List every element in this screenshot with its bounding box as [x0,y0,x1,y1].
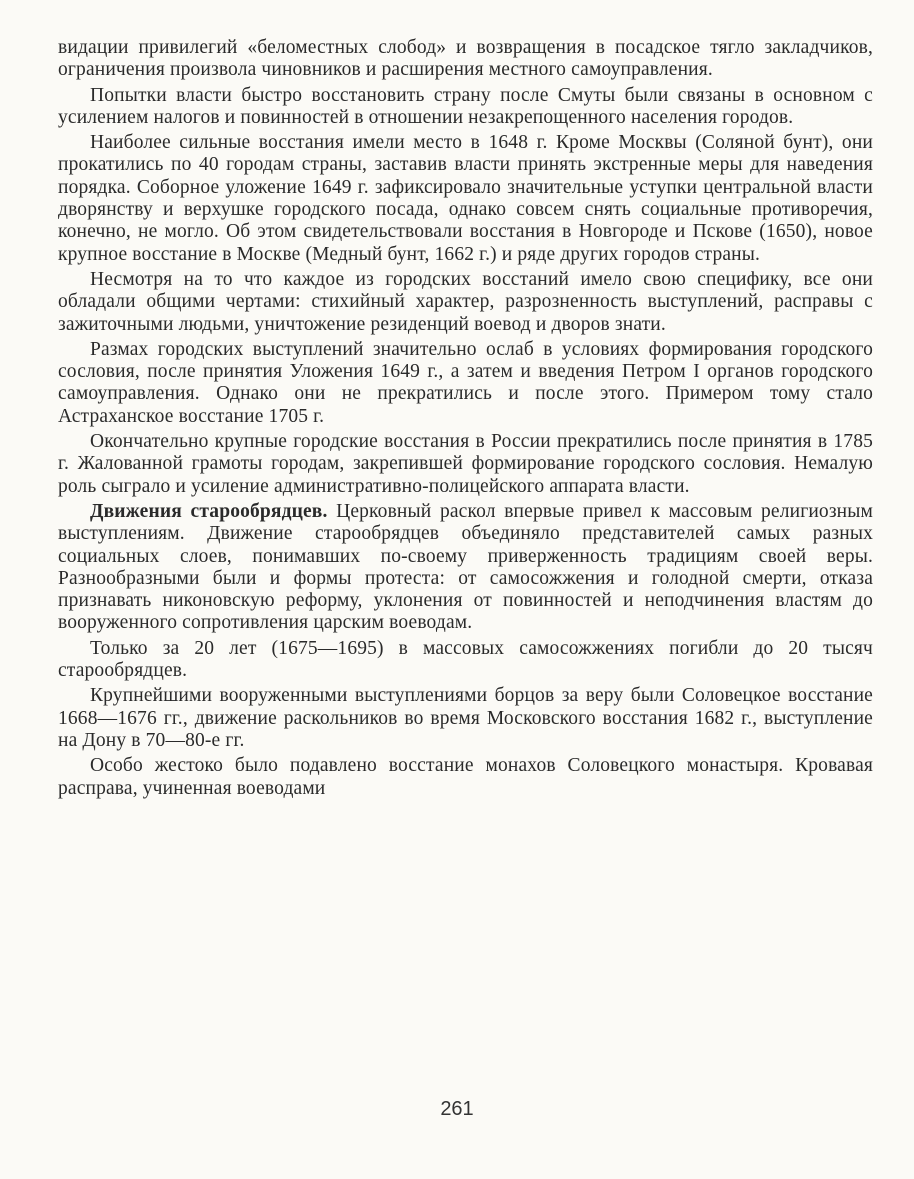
paragraph: Наиболее сильные восстания имели место в 1648 г. Кроме Москвы (Соляной бунт), они прокатились по 40 городам страны, заставив власти принять экстренные меры для наведения порядка. Соборное уложение 1649 г. зафиксировало значительные уступки центральной власти дворянству и верхушке городского посада, однако совсем снять социальные противоречия, конечно, не могло. Об этом свидетельствовали восстания в Новгороде и Пскове (1650), новое крупное восстание в Москве (Медный бунт, 1662 г.) и ряде других городов страны. [58,132,873,265]
paragraph: Попытки власти быстро восстановить страну после Смуты были связаны в основном с усилением налогов и повинностей в отношении незакрепощенного населения городов. [58,84,873,128]
body-text [58,37,873,803]
paragraph: Окончательно крупные городские восстания в России прекратились после принятия в 1785 г. Жалованной грамоты городам, закрепившей формирование городского сословия. Немалую роль сыграло и усиление административно-полицейского аппарата власти. [58,431,873,497]
paragraph: видации привилегий «беломестных слобод» и возвращения в посадское тягло закладчиков, ограничения произвола чиновников и расширения местного самоуправления. [58,37,873,81]
paragraph: Размах городских выступлений значительно ослаб в условиях формирования городского сословия, после принятия Уложения 1649 г., а затем и введения Петром I органов городского самоуправления. Однако они не прекратились и после этого. Примером тому стало Астраханское восстание 1705 г. [58,338,873,427]
page-number: 261 [440,1098,474,1120]
section-lead-text: Церковный раскол впервые привел к массовым религиозным выступлениям. Движение старообрядцев объединяло представителей самых разных социальных слоев, понимавших по-своему приверженность традициям своей веры. Разнообразными были и формы протеста: от самосожжения и голодной смерти, отказа признавать никоновскую реформу, уклонения от повинностей и неподчинения властям до вооруженного сопротивления царским воеводам. [58,500,874,634]
section-paragraph [58,501,873,635]
section-heading: Движения старообрядцев. [90,500,328,522]
paragraph: Особо жестоко было подавлено восстание монахов Соловецкого монастыря. Кровавая расправа, учиненная воеводами [58,755,873,799]
paragraph: Несмотря на то что каждое из городских восстаний имело свою специфику, все они обладали общими чертами: стихийный характер, разрозненность выступлений, расправы с зажиточными людьми, уничтожение резиденций воевод и дворов знати. [58,268,873,335]
paragraph: Только за 20 лет (1675—1695) в массовых самосожжениях погибли до 20 тысяч старообрядцев. [58,637,873,682]
paragraph: Крупнейшими вооруженными выступлениями борцов за веру были Соловецкое восстание 1668—1676 гг., движение раскольников во время Московского восстания 1682 г., выступление на Дону в 70—80-е гг. [58,685,873,751]
